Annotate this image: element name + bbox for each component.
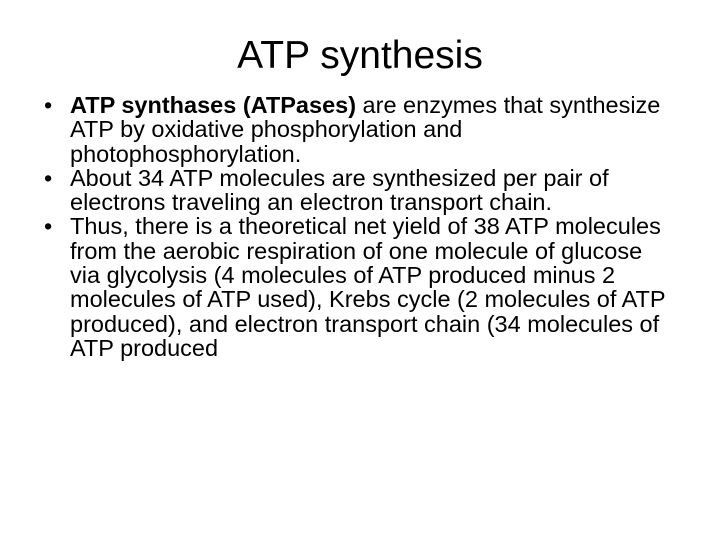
bullet-text: are enzymes that synthesize ATP by oxidative phosphorylation and photophosphorylation. bbox=[70, 92, 661, 167]
bullet-icon: • bbox=[44, 164, 53, 191]
bullet-item-atp-per-electron-pair bbox=[44, 166, 674, 215]
slide-title: ATP synthesis bbox=[237, 34, 483, 77]
bullet-icon: • bbox=[44, 92, 53, 118]
bullet-icon: • bbox=[44, 213, 53, 240]
bullet-text: Thus, there is a theoretical net yield of 38 ATP molecules from the aerobic respiration of one molecule of glucose via glycolysis (4 molecules of ATP produced minus 2 molecules of ATP used), Krebs cycle (2 molecules of ATP produced), and electron transport chain (34 molecules of ATP produced bbox=[70, 213, 666, 361]
bullet-item-atp-synthases bbox=[44, 93, 674, 166]
bullet-list bbox=[44, 93, 674, 360]
bullet-text: About 34 ATP molecules are synthesized per pair of electrons traveling an electron transport chain. bbox=[70, 164, 609, 216]
bullet-item-net-yield bbox=[44, 214, 674, 360]
bullet-bold-term: ATP synthases (ATPases) bbox=[70, 92, 357, 118]
